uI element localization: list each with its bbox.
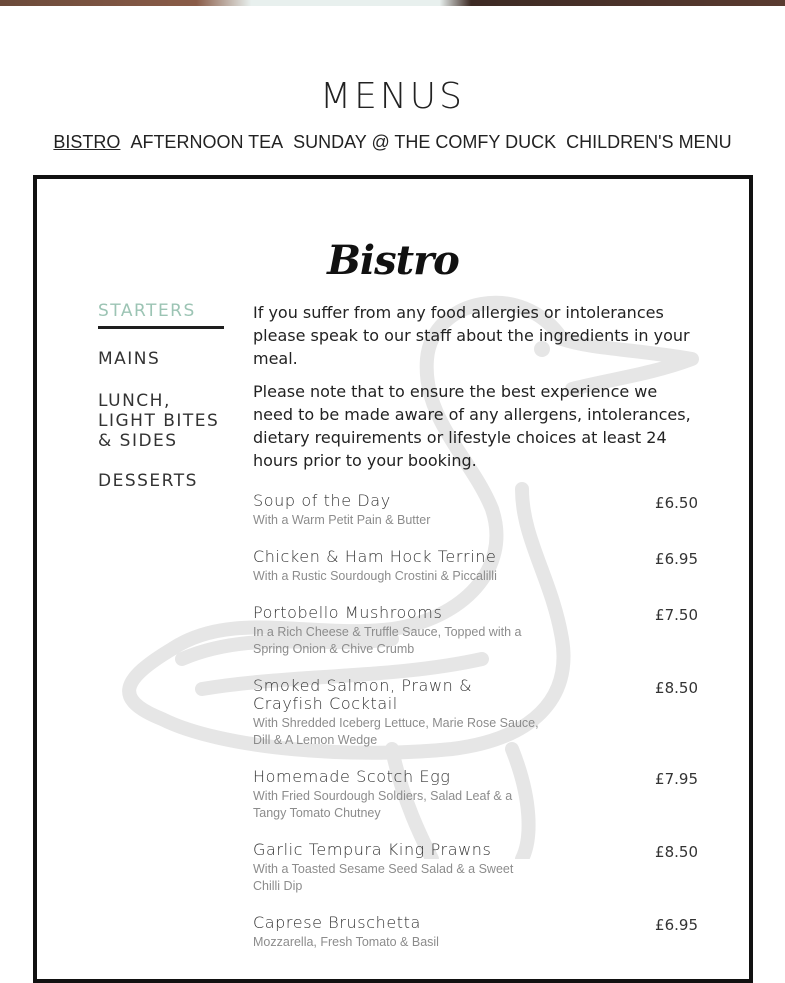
menu-item (253, 676, 698, 749)
item-name: Garlic Tempura King Prawns (253, 840, 492, 859)
item-description: In a Rich Cheese & Truffle Sauce, Topped with a Spring Onion & Chive Crumb (253, 625, 522, 656)
item-price: £7.95 (655, 770, 698, 788)
item-price: £7.50 (655, 606, 698, 624)
section-desserts[interactable]: DESSERTS (98, 471, 198, 491)
section-nav (98, 301, 224, 491)
tab-childrens-menu[interactable]: CHILDREN'S MENU (566, 132, 732, 152)
section-lunch-light-bites-sides[interactable]: LUNCH, LIGHT BITES & SIDES (98, 391, 220, 451)
section-starters[interactable]: STARTERS (98, 301, 224, 329)
menu-item (253, 491, 698, 529)
item-name: Chicken & Ham Hock Terrine (253, 547, 497, 566)
menu-item (253, 603, 698, 658)
item-name: Soup of the Day (253, 491, 391, 510)
menu-item (253, 840, 698, 895)
page-title: MENUS (320, 76, 465, 118)
menu-frame (33, 175, 753, 983)
item-name: Homemade Scotch Egg (253, 767, 451, 786)
menu-item (253, 767, 698, 822)
item-name: Portobello Mushrooms (253, 603, 443, 622)
item-price: £8.50 (655, 679, 698, 697)
item-name: Caprese Bruschetta (253, 913, 421, 932)
section-mains[interactable]: MAINS (98, 349, 161, 369)
tab-afternoon-tea[interactable]: AFTERNOON TEA (130, 132, 284, 152)
item-description: With Shredded Iceberg Lettuce, Marie Rose Sauce, Dill & A Lemon Wedge (253, 716, 539, 747)
tab-bistro[interactable]: BISTRO (53, 132, 121, 152)
item-description: With a Rustic Sourdough Crostini & Piccalilli (253, 569, 497, 583)
item-price: £6.95 (655, 550, 698, 568)
booking-notice: Please note that to ensure the best experience we need to be made aware of any allergens, intolerances, dietary requirements or lifestyle choices at least 24 hours prior to your booking. (253, 382, 691, 470)
menu-heading: Bistro (327, 237, 459, 284)
menu-content (253, 301, 698, 970)
allergy-notice: If you suffer from any food allergies or intolerances please speak to our staff about the ingredients in your meal. (253, 303, 690, 368)
menu-item (253, 547, 698, 585)
item-description: With a Warm Petit Pain & Butter (253, 513, 431, 527)
menu-tabs (0, 132, 785, 153)
item-price: £6.50 (655, 494, 698, 512)
tab-sunday[interactable]: SUNDAY @ THE COMFY DUCK (293, 132, 557, 152)
item-price: £8.50 (655, 843, 698, 861)
item-description: With Fried Sourdough Soldiers, Salad Leaf & a Tangy Tomato Chutney (253, 789, 513, 820)
item-description: With a Toasted Sesame Seed Salad & a Sweet Chilli Dip (253, 862, 514, 893)
menu-items (253, 491, 698, 951)
hero-image-strip (0, 0, 785, 6)
item-price: £6.95 (655, 916, 698, 934)
item-name: Smoked Salmon, Prawn & Crayfish Cocktail (253, 676, 473, 713)
item-description: Mozzarella, Fresh Tomato & Basil (253, 935, 439, 949)
